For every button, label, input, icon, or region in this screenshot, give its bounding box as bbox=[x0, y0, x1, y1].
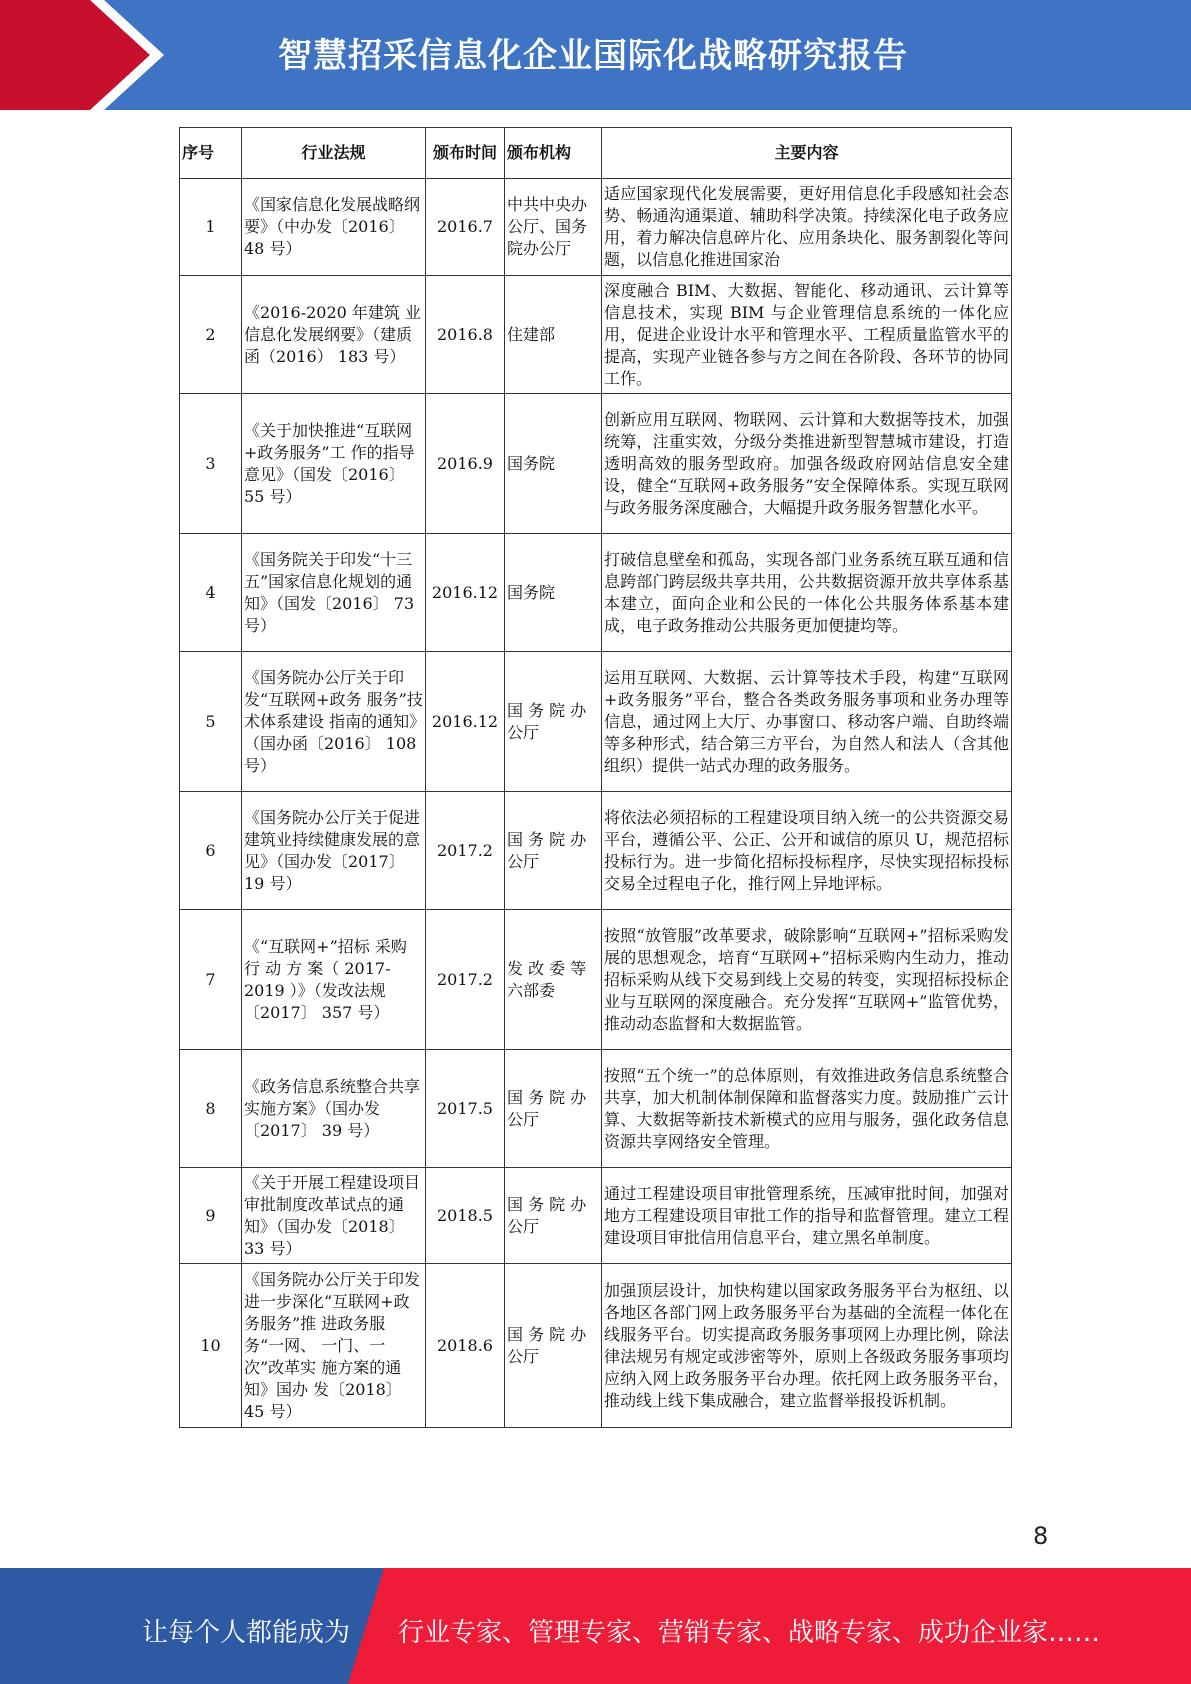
row-law: 《国务院关于印发“十三五”国家信息化规划的通知》（国发〔2016〕 73 号） bbox=[242, 534, 426, 652]
row-org: 国 务 院 办公厅 bbox=[505, 652, 602, 792]
row-content: 创新应用互联网、物联网、云计算和大数据等技术，加强统筹，注重实效，分级分类推进新型智慧城市建设，打造透明高效的服务型政府。加强各级政府网站信息安全建设，健全“互联网+政务服务”安全保障体系。实现互联网与政务服务深度融合，大幅提升政务服务智慧化水平。 bbox=[602, 394, 1012, 534]
row-content: 打破信息壁垒和孤岛，实现各部门业务系统互联互通和信息跨部门跨层级共享共用，公共数据资源开放共享体系基本建立，面向企业和公民的一体化公共服务体系基本建成，电子政务推动公共服务更加便捷均等。 bbox=[602, 534, 1012, 652]
table-row bbox=[180, 1168, 1012, 1264]
footer-slogan-left: 让每个人都能成为 bbox=[142, 1618, 351, 1648]
row-date: 2017.2 bbox=[426, 792, 505, 910]
row-law: 《国务院办公厅关于促进建筑业持续健康发展的意见》（国办发〔2017〕 19 号） bbox=[242, 792, 426, 910]
row-org: 国 务 院 办公厅 bbox=[505, 1264, 602, 1428]
report-title: 智慧招采信息化企业国际化战略研究报告 bbox=[278, 36, 908, 76]
page-number: 8 bbox=[1033, 1522, 1049, 1550]
row-org: 住建部 bbox=[505, 276, 602, 394]
row-content: 通过工程建设项目审批管理系统，压减审批时间，加强对地方工程建设项目审批工作的指导和监督管理。建立工程建设项目审批信用信息平台，建立黑名单制度。 bbox=[602, 1168, 1012, 1264]
row-date: 2018.6 bbox=[426, 1264, 505, 1428]
header-red-chevron bbox=[0, 0, 150, 110]
table-row bbox=[180, 534, 1012, 652]
table-header-row bbox=[180, 128, 1012, 179]
header-content: 主要内容 bbox=[602, 128, 1012, 179]
row-org: 国 务 院 办公厅 bbox=[505, 1050, 602, 1168]
row-org: 中共中央办公厅、国务院办公厅 bbox=[505, 179, 602, 276]
row-content: 按照“放管服”改革要求，破除影响“互联网+”招标采购发展的思想观念，培育“互联网+”招标采购内生动力，推动招标采购从线下交易到线上交易的转变，实现招标投标企业与互联网的深度融合。充分发挥“互联网+”监管优势，推动动态监督和大数据监管。 bbox=[602, 910, 1012, 1050]
row-law: 《关于加快推进“互联网+政务服务”工 作的指导意见》（国发〔2016〕 55 号） bbox=[242, 394, 426, 534]
row-date: 2016.8 bbox=[426, 276, 505, 394]
row-law: 《国家信息化发展战略纲要》（中办发〔2016〕 48 号） bbox=[242, 179, 426, 276]
table-row bbox=[180, 1050, 1012, 1168]
regulations-table bbox=[179, 127, 1012, 1428]
row-org: 国务院 bbox=[505, 394, 602, 534]
row-date: 2016.12 bbox=[426, 534, 505, 652]
row-number: 5 bbox=[180, 652, 242, 792]
row-content: 深度融合 BIM、大数据、智能化、移动通讯、云计算等信息技术，实现 BIM 与企业管理信息系统的一体化应用，促进企业设计水平和管理水平、工程质量监管水平的提高，实现产业链各参与方之间在各阶段、各环节的协同工作。 bbox=[602, 276, 1012, 394]
row-content: 按照“五个统一”的总体原则，有效推进政务信息系统整合共享，加大机制体制保障和监督落实力度。鼓励推广云计算、大数据等新技术新模式的应用与服务，强化政务信息资源共享网络安全管理。 bbox=[602, 1050, 1012, 1168]
header-law: 行业法规 bbox=[242, 128, 426, 179]
row-content: 加强顶层设计，加快构建以国家政务服务平台为枢纽、以各地区各部门网上政务服务平台为基础的全流程一体化在线服务平台。切实提高政务服务事项网上办理比例，除法律法规另有规定或涉密等外，原则上各级政务服务事项均应纳入网上政务服务平台办理。依托网上政务服务平台，推动线上线下集成融合，建立监督举报投诉机制。 bbox=[602, 1264, 1012, 1428]
row-date: 2016.9 bbox=[426, 394, 505, 534]
table-row bbox=[180, 179, 1012, 276]
table-row bbox=[180, 652, 1012, 792]
row-date: 2017.5 bbox=[426, 1050, 505, 1168]
row-org: 发 改 委 等六部委 bbox=[505, 910, 602, 1050]
row-org: 国 务 院 办公厅 bbox=[505, 1168, 602, 1264]
row-number: 3 bbox=[180, 394, 242, 534]
row-date: 2017.2 bbox=[426, 910, 505, 1050]
row-date: 2016.12 bbox=[426, 652, 505, 792]
row-number: 7 bbox=[180, 910, 242, 1050]
row-date: 2016.7 bbox=[426, 179, 505, 276]
table-row bbox=[180, 792, 1012, 910]
table-row bbox=[180, 910, 1012, 1050]
header-date: 颁布时间 bbox=[426, 128, 505, 179]
header-org: 颁布机构 bbox=[505, 128, 602, 179]
table-row bbox=[180, 1264, 1012, 1428]
row-content: 将依法必须招标的工程建设项目纳入统一的公共资源交易平台，遵循公平、公正、公开和诚信的原贝 U，规范招标投标行为。进一步简化招标投标程序，尽快实现招标投标交易全过程电子化，推行网上异地评标。 bbox=[602, 792, 1012, 910]
row-number: 6 bbox=[180, 792, 242, 910]
report-footer bbox=[0, 1568, 1191, 1684]
table-row bbox=[180, 394, 1012, 534]
header-no: 序号 bbox=[180, 128, 242, 179]
row-content: 运用互联网、大数据、云计算等技术手段，构建“互联网+政务服务”平台，整合各类政务服务事项和业务办理等信息，通过网上大厅、办事窗口、移动客户端、自助终端等多种形式，结合第三方平台，为自然人和法人（含其他组织）提供一站式办理的政务服务。 bbox=[602, 652, 1012, 792]
row-law: 《2016-2020 年建筑 业信息化发展纲要》（建质函（2016） 183 号） bbox=[242, 276, 426, 394]
row-number: 9 bbox=[180, 1168, 242, 1264]
row-law: 《关于开展工程建设项目审批制度改革试点的通知》（国办发〔2018〕 33 号） bbox=[242, 1168, 426, 1264]
row-content: 适应国家现代化发展需要，更好用信息化手段感知社会态势、畅通沟通渠道、辅助科学决策。持续深化电子政务应用，着力解决信息碎片化、应用条块化、服务割裂化等问题，以信息化推进国家治 bbox=[602, 179, 1012, 276]
row-number: 4 bbox=[180, 534, 242, 652]
row-law: 《“互联网+”招标 采购 行 动 方 案（ 2017-2019 ）》（发改法规〔2017〕 357 号） bbox=[242, 910, 426, 1050]
row-number: 1 bbox=[180, 179, 242, 276]
report-header bbox=[0, 0, 1191, 110]
row-date: 2018.5 bbox=[426, 1168, 505, 1264]
row-number: 8 bbox=[180, 1050, 242, 1168]
row-number: 2 bbox=[180, 276, 242, 394]
row-law: 《国务院办公厅关于印发“互联网+政务 服务”技术体系建设 指南的通知》（国办函〔2016〕 108 号） bbox=[242, 652, 426, 792]
row-org: 国务院 bbox=[505, 534, 602, 652]
row-org: 国 务 院 办公厅 bbox=[505, 792, 602, 910]
table-row bbox=[180, 276, 1012, 394]
row-law: 《国务院办公厅关于印发进一步深化“互联网+政务服务”推 进政务服务“一网、 一门、一次”改革实 施方案的通知》国办 发〔2018〕 45 号） bbox=[242, 1264, 426, 1428]
footer-slogan-right: 行业专家、管理专家、营销专家、战略专家、成功企业家…… bbox=[398, 1618, 1101, 1648]
row-law: 《政务信息系统整合共享实施方案》（国办发〔2017〕 39 号） bbox=[242, 1050, 426, 1168]
row-number: 10 bbox=[180, 1264, 242, 1428]
